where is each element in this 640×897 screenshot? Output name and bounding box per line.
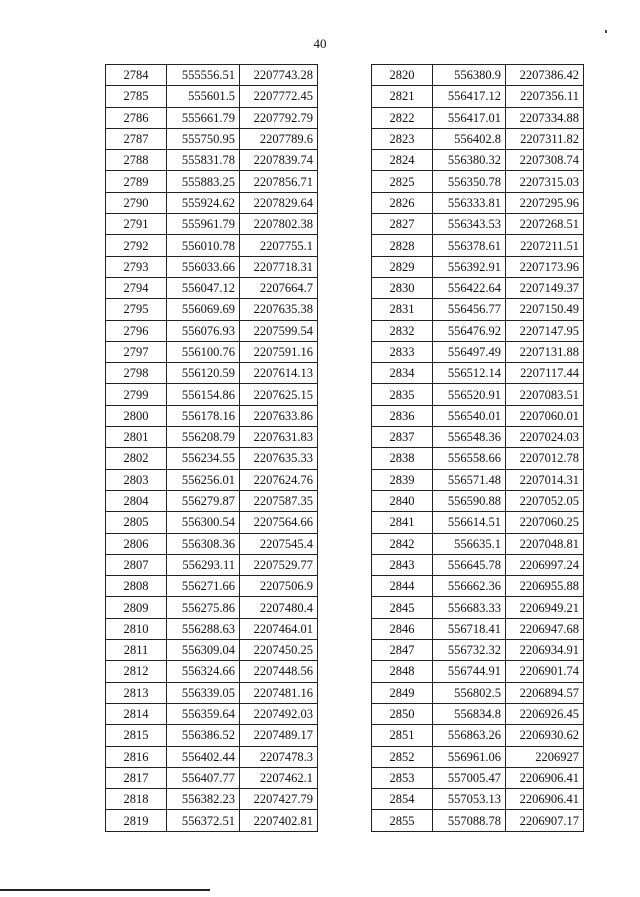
point-number-cell: 2803 xyxy=(106,469,167,490)
y-coordinate-cell: 2206894.57 xyxy=(506,682,584,703)
y-coordinate-cell: 2207599.54 xyxy=(240,320,318,341)
y-coordinate-cell: 2207664.7 xyxy=(240,277,318,298)
point-number-cell: 2814 xyxy=(106,703,167,724)
table-row xyxy=(106,256,318,277)
y-coordinate-cell: 2207802.38 xyxy=(240,214,318,235)
x-coordinate-cell: 557088.78 xyxy=(433,810,506,831)
x-coordinate-cell: 556732.32 xyxy=(433,640,506,661)
x-coordinate-cell: 555601.5 xyxy=(167,86,240,107)
table-row xyxy=(372,341,584,362)
y-coordinate-cell: 2207048.81 xyxy=(506,533,584,554)
y-coordinate-cell: 2206947.68 xyxy=(506,618,584,639)
y-coordinate-cell: 2206997.24 xyxy=(506,554,584,575)
y-coordinate-cell: 2207545.4 xyxy=(240,533,318,554)
page-number: 40 xyxy=(313,36,327,51)
point-number-cell: 2786 xyxy=(106,107,167,128)
x-coordinate-cell: 557005.47 xyxy=(433,767,506,788)
y-coordinate-cell: 2207772.45 xyxy=(240,86,318,107)
table-row xyxy=(372,384,584,405)
y-coordinate-cell: 2207591.16 xyxy=(240,341,318,362)
point-number-cell: 2825 xyxy=(372,171,433,192)
y-coordinate-cell: 2206927 xyxy=(506,746,584,767)
table-row xyxy=(372,576,584,597)
y-coordinate-cell: 2207295.96 xyxy=(506,192,584,213)
table-row xyxy=(372,214,584,235)
table-row xyxy=(106,703,318,724)
point-number-cell: 2805 xyxy=(106,512,167,533)
x-coordinate-cell: 556100.76 xyxy=(167,341,240,362)
x-coordinate-cell: 556456.77 xyxy=(433,299,506,320)
point-number-cell: 2854 xyxy=(372,789,433,810)
y-coordinate-cell: 2206949.21 xyxy=(506,597,584,618)
table-row xyxy=(106,320,318,341)
point-number-cell: 2823 xyxy=(372,128,433,149)
table-row xyxy=(106,533,318,554)
y-coordinate-cell: 2207633.86 xyxy=(240,405,318,426)
y-coordinate-cell: 2207311.82 xyxy=(506,128,584,149)
table-row xyxy=(106,597,318,618)
y-coordinate-cell: 2206934.91 xyxy=(506,640,584,661)
y-coordinate-cell: 2207024.03 xyxy=(506,427,584,448)
table-row xyxy=(372,512,584,533)
y-coordinate-cell: 2207625.15 xyxy=(240,384,318,405)
x-coordinate-cell: 556010.78 xyxy=(167,235,240,256)
x-coordinate-cell: 556154.86 xyxy=(167,384,240,405)
x-coordinate-cell: 556402.44 xyxy=(167,746,240,767)
point-number-cell: 2785 xyxy=(106,86,167,107)
x-coordinate-cell: 556324.66 xyxy=(167,661,240,682)
y-coordinate-cell: 2207489.17 xyxy=(240,725,318,746)
y-coordinate-cell: 2207492.03 xyxy=(240,703,318,724)
x-coordinate-cell: 555750.95 xyxy=(167,128,240,149)
point-number-cell: 2804 xyxy=(106,490,167,511)
y-coordinate-cell: 2207147.95 xyxy=(506,320,584,341)
x-coordinate-cell: 556234.55 xyxy=(167,448,240,469)
x-coordinate-cell: 556300.54 xyxy=(167,512,240,533)
y-coordinate-cell: 2207427.79 xyxy=(240,789,318,810)
table-row xyxy=(106,363,318,384)
x-coordinate-cell: 556744.91 xyxy=(433,661,506,682)
point-number-cell: 2821 xyxy=(372,86,433,107)
coordinates-table-right xyxy=(371,64,584,832)
x-coordinate-cell: 556343.53 xyxy=(433,214,506,235)
x-coordinate-cell: 556961.06 xyxy=(433,746,506,767)
point-number-cell: 2798 xyxy=(106,363,167,384)
x-coordinate-cell: 555556.51 xyxy=(167,65,240,86)
table-row xyxy=(106,490,318,511)
y-coordinate-cell: 2207150.49 xyxy=(506,299,584,320)
table-row xyxy=(372,703,584,724)
x-coordinate-cell: 556540.01 xyxy=(433,405,506,426)
point-number-cell: 2801 xyxy=(106,427,167,448)
point-number-cell: 2832 xyxy=(372,320,433,341)
y-coordinate-cell: 2207334.88 xyxy=(506,107,584,128)
scan-speck xyxy=(605,30,607,33)
y-coordinate-cell: 2207014.31 xyxy=(506,469,584,490)
y-coordinate-cell: 2207450.25 xyxy=(240,640,318,661)
y-coordinate-cell: 2207268.51 xyxy=(506,214,584,235)
y-coordinate-cell: 2207308.74 xyxy=(506,150,584,171)
x-coordinate-cell: 556293.11 xyxy=(167,554,240,575)
y-coordinate-cell: 2207464.01 xyxy=(240,618,318,639)
point-number-cell: 2824 xyxy=(372,150,433,171)
y-coordinate-cell: 2206926.45 xyxy=(506,703,584,724)
table-row xyxy=(372,725,584,746)
point-number-cell: 2820 xyxy=(372,65,433,86)
x-coordinate-cell: 556590.88 xyxy=(433,490,506,511)
table-row xyxy=(372,682,584,703)
table-row xyxy=(372,277,584,298)
point-number-cell: 2818 xyxy=(106,789,167,810)
y-coordinate-cell: 2207462.1 xyxy=(240,767,318,788)
footer-rule xyxy=(0,889,210,891)
x-coordinate-cell: 556120.59 xyxy=(167,363,240,384)
point-number-cell: 2840 xyxy=(372,490,433,511)
point-number-cell: 2793 xyxy=(106,256,167,277)
x-coordinate-cell: 555883.25 xyxy=(167,171,240,192)
point-number-cell: 2795 xyxy=(106,299,167,320)
point-number-cell: 2853 xyxy=(372,767,433,788)
table-row xyxy=(106,767,318,788)
x-coordinate-cell: 556548.36 xyxy=(433,427,506,448)
point-number-cell: 2844 xyxy=(372,576,433,597)
point-number-cell: 2812 xyxy=(106,661,167,682)
y-coordinate-cell: 2207829.64 xyxy=(240,192,318,213)
table-row xyxy=(372,490,584,511)
point-number-cell: 2816 xyxy=(106,746,167,767)
x-coordinate-cell: 556635.1 xyxy=(433,533,506,554)
table-row xyxy=(372,533,584,554)
x-coordinate-cell: 556382.23 xyxy=(167,789,240,810)
point-number-cell: 2813 xyxy=(106,682,167,703)
table-row xyxy=(106,341,318,362)
x-coordinate-cell: 556718.41 xyxy=(433,618,506,639)
x-coordinate-cell: 556033.66 xyxy=(167,256,240,277)
y-coordinate-cell: 2207478.3 xyxy=(240,746,318,767)
point-number-cell: 2815 xyxy=(106,725,167,746)
table-row xyxy=(106,405,318,426)
table-row xyxy=(372,192,584,213)
y-coordinate-cell: 2207211.51 xyxy=(506,235,584,256)
x-coordinate-cell: 556339.05 xyxy=(167,682,240,703)
point-number-cell: 2836 xyxy=(372,405,433,426)
y-coordinate-cell: 2207614.13 xyxy=(240,363,318,384)
point-number-cell: 2849 xyxy=(372,682,433,703)
y-coordinate-cell: 2207792.79 xyxy=(240,107,318,128)
point-number-cell: 2797 xyxy=(106,341,167,362)
point-number-cell: 2848 xyxy=(372,661,433,682)
x-coordinate-cell: 555661.79 xyxy=(167,107,240,128)
table-row xyxy=(372,363,584,384)
x-coordinate-cell: 556422.64 xyxy=(433,277,506,298)
y-coordinate-cell: 2207173.96 xyxy=(506,256,584,277)
y-coordinate-cell: 2207448.56 xyxy=(240,661,318,682)
table-row xyxy=(106,128,318,149)
table-row xyxy=(372,171,584,192)
y-coordinate-cell: 2206955.88 xyxy=(506,576,584,597)
y-coordinate-cell: 2206907.17 xyxy=(506,810,584,831)
table-row xyxy=(372,128,584,149)
x-coordinate-cell: 556333.81 xyxy=(433,192,506,213)
y-coordinate-cell: 2207402.81 xyxy=(240,810,318,831)
table-row xyxy=(106,65,318,86)
x-coordinate-cell: 556076.93 xyxy=(167,320,240,341)
point-number-cell: 2839 xyxy=(372,469,433,490)
table-row xyxy=(106,107,318,128)
point-number-cell: 2807 xyxy=(106,554,167,575)
table-row xyxy=(106,469,318,490)
y-coordinate-cell: 2207635.38 xyxy=(240,299,318,320)
point-number-cell: 2822 xyxy=(372,107,433,128)
y-coordinate-cell: 2206906.41 xyxy=(506,767,584,788)
x-coordinate-cell: 556392.91 xyxy=(433,256,506,277)
table-row xyxy=(106,682,318,703)
point-number-cell: 2835 xyxy=(372,384,433,405)
x-coordinate-cell: 556378.61 xyxy=(433,235,506,256)
table-row xyxy=(372,299,584,320)
y-coordinate-cell: 2207755.1 xyxy=(240,235,318,256)
table-row xyxy=(372,597,584,618)
y-coordinate-cell: 2207839.74 xyxy=(240,150,318,171)
x-coordinate-cell: 556497.49 xyxy=(433,341,506,362)
point-number-cell: 2790 xyxy=(106,192,167,213)
point-number-cell: 2847 xyxy=(372,640,433,661)
x-coordinate-cell: 556558.66 xyxy=(433,448,506,469)
table-row xyxy=(372,767,584,788)
y-coordinate-cell: 2206901.74 xyxy=(506,661,584,682)
table-row xyxy=(372,427,584,448)
x-coordinate-cell: 556380.9 xyxy=(433,65,506,86)
y-coordinate-cell: 2207587.35 xyxy=(240,490,318,511)
point-number-cell: 2799 xyxy=(106,384,167,405)
table-row xyxy=(106,150,318,171)
y-coordinate-cell: 2207083.51 xyxy=(506,384,584,405)
x-coordinate-cell: 556863.26 xyxy=(433,725,506,746)
x-coordinate-cell: 556271.66 xyxy=(167,576,240,597)
table-row xyxy=(106,789,318,810)
table-row xyxy=(106,171,318,192)
table-row xyxy=(106,427,318,448)
x-coordinate-cell: 556047.12 xyxy=(167,277,240,298)
x-coordinate-cell: 556834.8 xyxy=(433,703,506,724)
x-coordinate-cell: 555831.78 xyxy=(167,150,240,171)
table-row xyxy=(372,661,584,682)
table-row xyxy=(106,746,318,767)
x-coordinate-cell: 556308.36 xyxy=(167,533,240,554)
y-coordinate-cell: 2207789.6 xyxy=(240,128,318,149)
y-coordinate-cell: 2207631.83 xyxy=(240,427,318,448)
y-coordinate-cell: 2207386.42 xyxy=(506,65,584,86)
point-number-cell: 2834 xyxy=(372,363,433,384)
point-number-cell: 2845 xyxy=(372,597,433,618)
table-row xyxy=(372,554,584,575)
point-number-cell: 2833 xyxy=(372,341,433,362)
table-row xyxy=(106,277,318,298)
x-coordinate-cell: 556571.48 xyxy=(433,469,506,490)
table-row xyxy=(106,86,318,107)
x-coordinate-cell: 556614.51 xyxy=(433,512,506,533)
table-row xyxy=(106,235,318,256)
y-coordinate-cell: 2207060.25 xyxy=(506,512,584,533)
table-row xyxy=(372,789,584,810)
coordinates-table-left xyxy=(105,64,318,832)
y-coordinate-cell: 2207481.16 xyxy=(240,682,318,703)
x-coordinate-cell: 556178.16 xyxy=(167,405,240,426)
table-row xyxy=(372,150,584,171)
y-coordinate-cell: 2207635.33 xyxy=(240,448,318,469)
x-coordinate-cell: 556372.51 xyxy=(167,810,240,831)
x-coordinate-cell: 556256.01 xyxy=(167,469,240,490)
x-coordinate-cell: 556069.69 xyxy=(167,299,240,320)
point-number-cell: 2784 xyxy=(106,65,167,86)
table-row xyxy=(372,256,584,277)
y-coordinate-cell: 2207529.77 xyxy=(240,554,318,575)
y-coordinate-cell: 2207052.05 xyxy=(506,490,584,511)
y-coordinate-cell: 2207480.4 xyxy=(240,597,318,618)
table-row xyxy=(106,299,318,320)
point-number-cell: 2792 xyxy=(106,235,167,256)
x-coordinate-cell: 556645.78 xyxy=(433,554,506,575)
table-row xyxy=(372,65,584,86)
x-coordinate-cell: 556662.36 xyxy=(433,576,506,597)
y-coordinate-cell: 2207624.76 xyxy=(240,469,318,490)
x-coordinate-cell: 557053.13 xyxy=(433,789,506,810)
x-coordinate-cell: 556476.92 xyxy=(433,320,506,341)
point-number-cell: 2791 xyxy=(106,214,167,235)
y-coordinate-cell: 2207506.9 xyxy=(240,576,318,597)
table-row xyxy=(106,448,318,469)
table-row xyxy=(106,554,318,575)
point-number-cell: 2796 xyxy=(106,320,167,341)
point-number-cell: 2806 xyxy=(106,533,167,554)
point-number-cell: 2855 xyxy=(372,810,433,831)
table-row xyxy=(106,640,318,661)
point-number-cell: 2800 xyxy=(106,405,167,426)
x-coordinate-cell: 556417.01 xyxy=(433,107,506,128)
table-row xyxy=(372,235,584,256)
x-coordinate-cell: 556386.52 xyxy=(167,725,240,746)
point-number-cell: 2811 xyxy=(106,640,167,661)
point-number-cell: 2852 xyxy=(372,746,433,767)
point-number-cell: 2830 xyxy=(372,277,433,298)
point-number-cell: 2841 xyxy=(372,512,433,533)
table-row xyxy=(372,86,584,107)
x-coordinate-cell: 556279.87 xyxy=(167,490,240,511)
x-coordinate-cell: 556683.33 xyxy=(433,597,506,618)
table-row xyxy=(106,810,318,831)
y-coordinate-cell: 2207060.01 xyxy=(506,405,584,426)
x-coordinate-cell: 556309.04 xyxy=(167,640,240,661)
point-number-cell: 2794 xyxy=(106,277,167,298)
table-row xyxy=(106,725,318,746)
point-number-cell: 2809 xyxy=(106,597,167,618)
x-coordinate-cell: 556402.8 xyxy=(433,128,506,149)
x-coordinate-cell: 555961.79 xyxy=(167,214,240,235)
y-coordinate-cell: 2207564.66 xyxy=(240,512,318,533)
y-coordinate-cell: 2207149.37 xyxy=(506,277,584,298)
point-number-cell: 2850 xyxy=(372,703,433,724)
table-row xyxy=(372,107,584,128)
table-row xyxy=(372,618,584,639)
point-number-cell: 2819 xyxy=(106,810,167,831)
table-row xyxy=(372,640,584,661)
table-row xyxy=(106,576,318,597)
point-number-cell: 2787 xyxy=(106,128,167,149)
point-number-cell: 2842 xyxy=(372,533,433,554)
table-row xyxy=(106,661,318,682)
y-coordinate-cell: 2206906.41 xyxy=(506,789,584,810)
x-coordinate-cell: 556417.12 xyxy=(433,86,506,107)
y-coordinate-cell: 2207117.44 xyxy=(506,363,584,384)
point-number-cell: 2843 xyxy=(372,554,433,575)
x-coordinate-cell: 556802.5 xyxy=(433,682,506,703)
point-number-cell: 2817 xyxy=(106,767,167,788)
table-row xyxy=(106,384,318,405)
table-row xyxy=(106,192,318,213)
table-row xyxy=(372,405,584,426)
y-coordinate-cell: 2207131.88 xyxy=(506,341,584,362)
table-row xyxy=(106,512,318,533)
point-number-cell: 2846 xyxy=(372,618,433,639)
point-number-cell: 2837 xyxy=(372,427,433,448)
table-row xyxy=(372,810,584,831)
point-number-cell: 2829 xyxy=(372,256,433,277)
table-row xyxy=(372,320,584,341)
point-number-cell: 2827 xyxy=(372,214,433,235)
table-row xyxy=(372,746,584,767)
point-number-cell: 2810 xyxy=(106,618,167,639)
x-coordinate-cell: 556512.14 xyxy=(433,363,506,384)
y-coordinate-cell: 2207315.03 xyxy=(506,171,584,192)
point-number-cell: 2802 xyxy=(106,448,167,469)
table-row xyxy=(372,448,584,469)
point-number-cell: 2788 xyxy=(106,150,167,171)
point-number-cell: 2808 xyxy=(106,576,167,597)
x-coordinate-cell: 556288.63 xyxy=(167,618,240,639)
point-number-cell: 2851 xyxy=(372,725,433,746)
y-coordinate-cell: 2207356.11 xyxy=(506,86,584,107)
point-number-cell: 2789 xyxy=(106,171,167,192)
x-coordinate-cell: 556359.64 xyxy=(167,703,240,724)
x-coordinate-cell: 556407.77 xyxy=(167,767,240,788)
x-coordinate-cell: 556520.91 xyxy=(433,384,506,405)
y-coordinate-cell: 2206930.62 xyxy=(506,725,584,746)
point-number-cell: 2826 xyxy=(372,192,433,213)
point-number-cell: 2828 xyxy=(372,235,433,256)
x-coordinate-cell: 556275.86 xyxy=(167,597,240,618)
x-coordinate-cell: 556208.79 xyxy=(167,427,240,448)
x-coordinate-cell: 556380.32 xyxy=(433,150,506,171)
table-row xyxy=(106,618,318,639)
x-coordinate-cell: 555924.62 xyxy=(167,192,240,213)
y-coordinate-cell: 2207743.28 xyxy=(240,65,318,86)
table-row xyxy=(372,469,584,490)
y-coordinate-cell: 2207856.71 xyxy=(240,171,318,192)
point-number-cell: 2838 xyxy=(372,448,433,469)
x-coordinate-cell: 556350.78 xyxy=(433,171,506,192)
y-coordinate-cell: 2207012.78 xyxy=(506,448,584,469)
table-row xyxy=(106,214,318,235)
point-number-cell: 2831 xyxy=(372,299,433,320)
y-coordinate-cell: 2207718.31 xyxy=(240,256,318,277)
